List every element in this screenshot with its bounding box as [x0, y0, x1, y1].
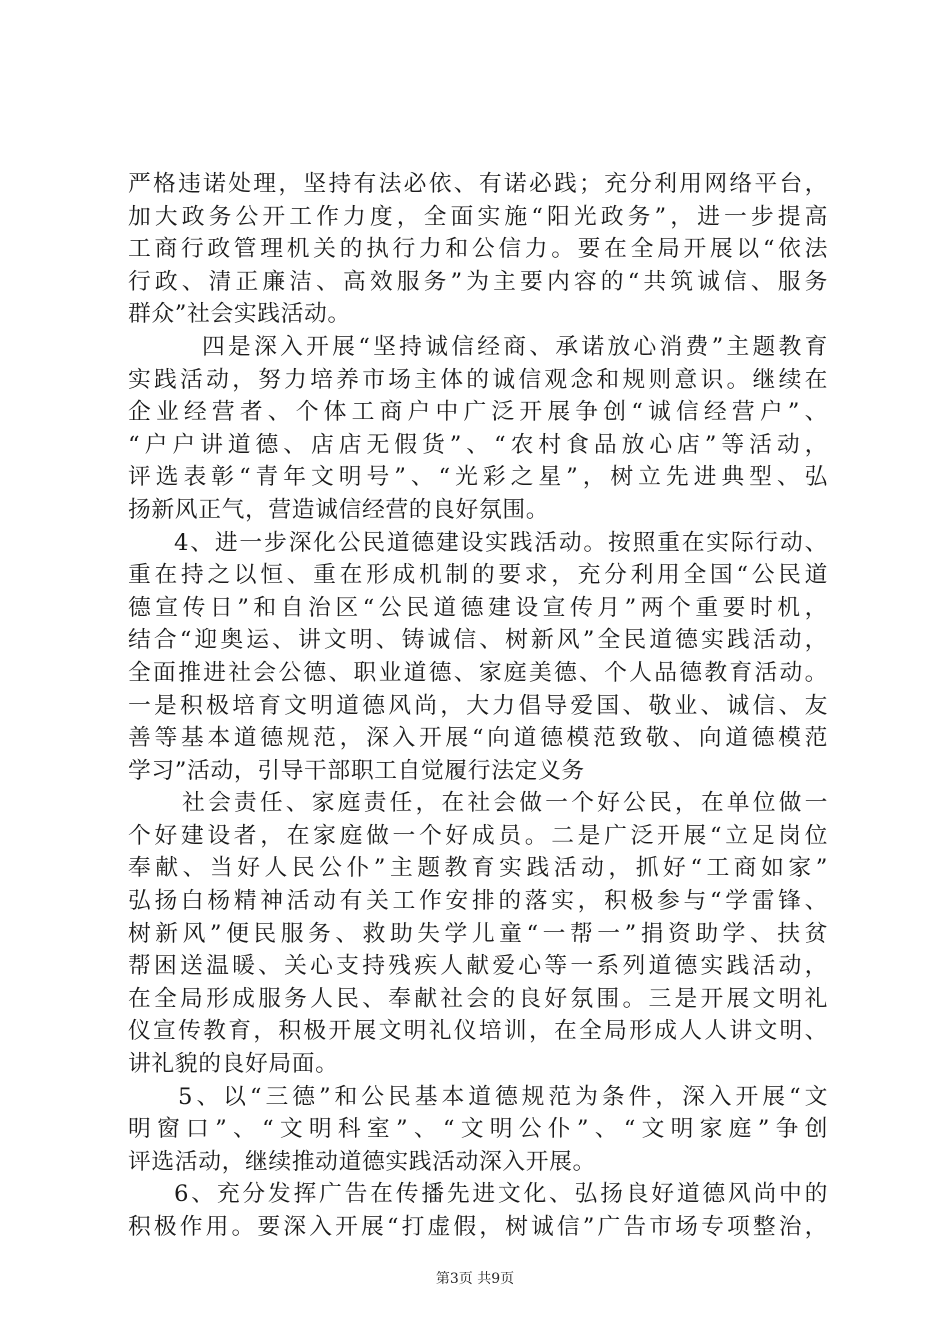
text-line: 四是深入开展“坚持诚信经商、承诺放心消费”主题教育 — [202, 333, 828, 360]
text-line: 在全局形成服务人民、奉献社会的良好氛围。三是开展文明礼 — [128, 985, 828, 1012]
text-line: 奉献、当好人民公仆”主题教育实践活动，抓好“工商如家” — [128, 855, 828, 882]
text-line: “户户讲道德、店店无假货”、“农村食品放心店”等活动， — [128, 431, 828, 458]
text-line: 社会责任、家庭责任，在社会做一个好公民，在单位做一 — [182, 790, 828, 817]
text-line: 德宣传日”和自治区“公民道德建设宣传月”两个重要时机， — [128, 594, 828, 621]
text-line: 仪宣传教育，积极开展文明礼仪培训，在全局形成人人讲文明、 — [128, 1018, 828, 1045]
text-line: 6、充分发挥广告在传播先进文化、弘扬良好道德风尚中的 — [174, 1181, 828, 1208]
text-line: 评选表彰“青年文明号”、“光彩之星”，树立先进典型、弘 — [128, 464, 828, 491]
text-line: 评选活动，继续推动道德实践活动深入开展。 — [128, 1148, 596, 1175]
text-line: 树新风”便民服务、救助失学儿童“一帮一”捐资助学、扶贫 — [128, 920, 828, 947]
text-line: 企业经营者、个体工商户中广泛开展争创“诚信经营户”、 — [128, 399, 828, 426]
text-line: 结合“迎奥运、讲文明、铸诚信、树新风”全民道德实践活动， — [128, 627, 828, 654]
text-line: 重在持之以恒、重在形成机制的要求，充分利用全国“公民道 — [128, 562, 828, 589]
text-line: 工商行政管理机关的执行力和公信力。要在全局开展以“依法 — [128, 236, 828, 263]
page-footer: 第3页 共9页 — [435, 1271, 515, 1287]
text-line: 行政、清正廉洁、高效服务”为主要内容的“共筑诚信、服务 — [128, 268, 828, 295]
text-line: 全面推进社会公德、职业道德、家庭美德、个人品德教育活动。 — [128, 659, 828, 686]
text-line: 明窗口”、“文明科室”、“文明公仆”、“文明家庭”争创 — [128, 1116, 828, 1143]
text-line: 5、以“三德”和公民基本道德规范为条件，深入开展“文 — [178, 1083, 828, 1110]
text-line: 扬新风正气，营造诚信经营的良好氛围。 — [128, 496, 550, 523]
text-line: 帮困送温暖、关心支持残疾人献爱心等一系列道德实践活动， — [128, 953, 828, 980]
text-line: 一是积极培育文明道德风尚，大力倡导爱国、敬业、诚信、友 — [128, 692, 828, 719]
text-line: 善等基本道德规范，深入开展“向道德模范致敬、向道德模范 — [128, 725, 828, 752]
text-line: 实践活动，努力培养市场主体的诚信观念和规则意识。继续在 — [128, 366, 828, 393]
text-line: 严格违诺处理，坚持有法必依、有诺必践；充分利用网络平台， — [128, 171, 828, 197]
text-line: 群众”社会实践活动。 — [128, 301, 351, 328]
text-line: 个好建设者，在家庭做一个好成员。二是广泛开展“立足岗位 — [128, 822, 828, 849]
text-line: 加大政务公开工作力度，全面实施“阳光政务”，进一步提高 — [128, 203, 828, 230]
text-line: 4、进一步深化公民道德建设实践活动。按照重在实际行动、 — [174, 529, 828, 556]
text-line: 弘扬白杨精神活动有关工作安排的落实，积极参与“学雷锋、 — [128, 888, 828, 915]
text-line: 积极作用。要深入开展“打虚假，树诚信”广告市场专项整治， — [128, 1214, 828, 1240]
text-line: 讲礼貌的良好局面。 — [128, 1051, 339, 1078]
text-line: 学习”活动，引导干部职工自觉履行法定义务 — [128, 757, 585, 784]
document-body — [128, 168, 828, 1244]
